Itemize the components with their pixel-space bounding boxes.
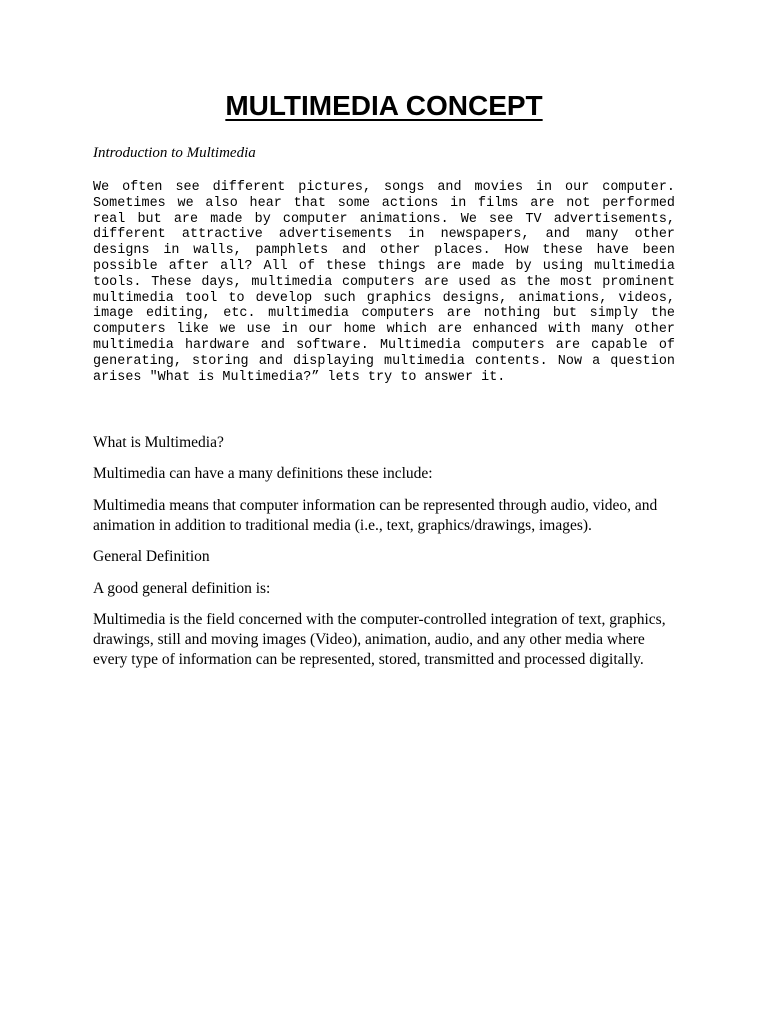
- intro-paragraph: We often see different pictures, songs and movies in our computer. Sometimes we also hear that some actions in films are not performed real but are made by computer animations. We see TV advertisements, different attractive advertisements in newspapers, and many other designs in walls, pamphlets and other places. How these have been possible after all? All of these things are made by using multimedia tools. These days, multimedia computers are used as the most prominent multimedia tool to develop such graphics designs, animations, videos, image editing, etc. multimedia computers are nothing but simply the computers like we use in our home which are enhanced with many other multimedia hardware and software. Multimedia computers are capable of generating, storing and displaying multimedia contents. Now a question arises "What is Multimedia?” lets try to answer it.: [93, 180, 675, 385]
- section-subtitle: Introduction to Multimedia: [93, 145, 256, 161]
- definitions-intro: Multimedia can have a many definitions these include:: [93, 465, 433, 482]
- page-title: [0, 86, 768, 126]
- definition-paragraph-2: Multimedia is the field concerned with the computer-controlled integration of text, graphics, drawings, still and moving images (Video), animation, audio, and any other media where every type of information can be represented, stored, transmitted and processed digitally.: [93, 611, 666, 668]
- good-definition-intro: A good general definition is:: [93, 580, 271, 597]
- question-heading: What is Multimedia?: [93, 434, 224, 451]
- definition-paragraph-1: Multimedia means that computer information can be represented through audio, video, and animation in addition to traditional media (i.e., text, graphics/drawings, images).: [93, 497, 658, 534]
- general-definition-heading: General Definition: [93, 548, 210, 565]
- page-title-text: MULTIMEDIA CONCEPT: [225, 90, 543, 121]
